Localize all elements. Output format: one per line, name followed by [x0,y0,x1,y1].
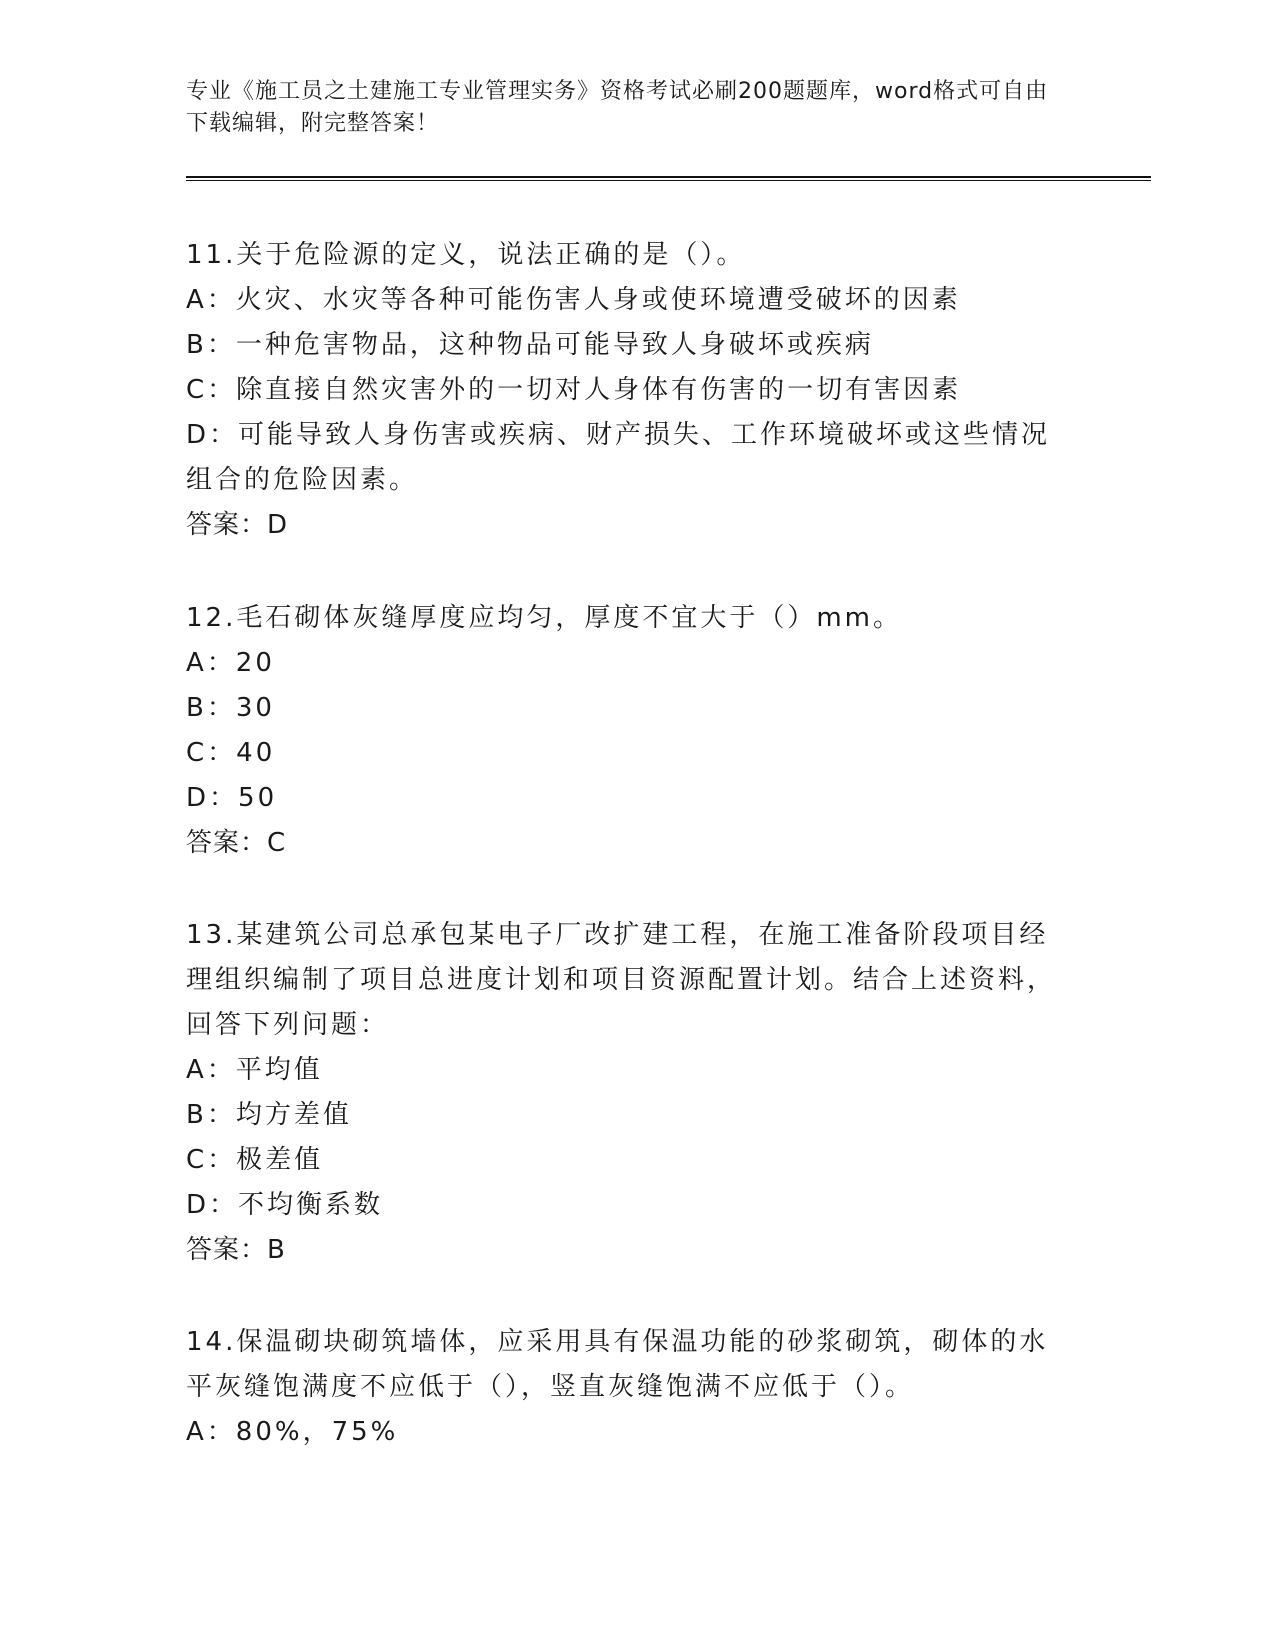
option-d: D：50 [186,783,278,813]
question-stem: 11.关于危险源的定义，说法正确的是（）。 [186,240,746,270]
option-b: B：均方差值 [186,1100,352,1130]
answer: 答案：C [186,828,287,858]
header-divider [186,176,1151,181]
option-a: A：80%，75% [186,1417,399,1447]
question-13 [186,913,1076,1273]
option-b: B：30 [186,693,275,723]
option-c: C：极差值 [186,1145,324,1175]
question-11 [186,233,1076,548]
question-12 [186,596,1076,866]
option-a: A：20 [186,648,275,678]
option-b: B：一种危害物品，这种物品可能导致人身破坏或疾病 [186,330,874,360]
answer: 答案：B [186,1235,286,1265]
question-stem: 13.某建筑公司总承包某电子厂改扩建工程，在施工准备阶段项目经理组织编制了项目总进度计划和项目资源配置计划。结合上述资料，回答下列问题： [186,920,1057,1040]
answer: 答案：D [186,510,289,540]
question-stem: 12.毛石砌体灰缝厚度应均匀，厚度不宜大于（）mm。 [186,603,903,633]
option-a: A：平均值 [186,1055,323,1085]
option-d: D：不均衡系数 [186,1190,384,1220]
option-c: C：除直接自然灾害外的一切对人身体有伤害的一切有害因素 [186,375,962,405]
option-a: A：火灾、水灾等各种可能伤害人身或使环境遭受破坏的因素 [186,285,961,315]
option-c: C：40 [186,738,276,768]
question-stem: 14.保温砌块砌筑墙体，应采用具有保温功能的砂浆砌筑，砌体的水平灰缝饱满度不应低于（），竖直灰缝饱满不应低于（）。 [186,1327,1049,1402]
option-d: D：可能导致人身伤害或疾病、财产损失、工作环境破坏或这些情况组合的危险因素。 [186,420,1051,495]
document-header: 专业《施工员之土建施工专业管理实务》资格考试必刷200题题库，word格式可自由下载编辑，附完整答案！ [186,79,1049,136]
question-14 [186,1320,1076,1455]
